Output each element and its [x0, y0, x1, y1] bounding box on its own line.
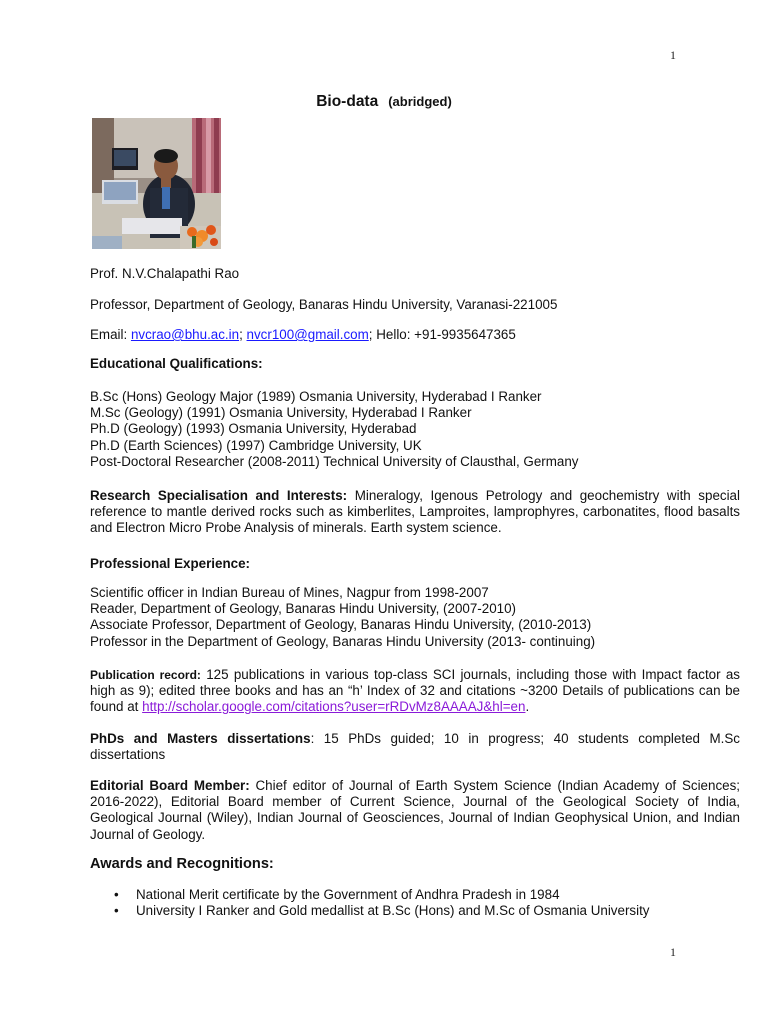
award-item: • University I Ranker and Gold medallist at B.Sc (Hons) and M.Sc of Osmania University	[90, 903, 740, 919]
research-text: Mineralogy, Igenous Petrology and geochemistry with special reference to mantle derived rocks such as kimberlites, Lamproites, lamprophyres, carbonatites, flood basalts and Electron Micro Probe Analysis of minerals. Earth system science.	[90, 488, 740, 536]
experience-heading: Professional Experience:	[90, 556, 251, 571]
email-label: Email:	[90, 327, 131, 342]
email-separator: ;	[239, 327, 247, 342]
profile-photo	[92, 118, 221, 249]
email-link-1[interactable]: nvcrao@bhu.ac.in	[130, 327, 240, 342]
phds-paragraph	[90, 731, 740, 763]
title-suffix: (abridged)	[388, 94, 452, 109]
experience-item: Associate Professor, Department of Geology, Banaras Hindu University, (2010-2013)	[90, 617, 592, 633]
document-title	[0, 94, 768, 110]
scholar-link[interactable]: http://scholar.google.com/citations?user=rRDvMz8AAAAJ&hl=en	[142, 699, 526, 715]
publication-end: .	[525, 699, 530, 715]
education-list	[90, 389, 740, 470]
editorial-text: Chief editor of Journal of Earth System Science (Indian Academy of Sciences; 2016-2022), Editorial Board member of Current Science, Journal of the Geological Society of India, Geological Journal (Wiley), Indian Journal of Geosciences, Journal of Indian Geophysical Union, and Indian Journal of Geology.	[90, 778, 741, 842]
experience-item: Professor in the Department of Geology, Banaras Hindu University (2013- continuing)	[90, 633, 596, 649]
education-item: M.Sc (Geology) (1991) Osmania University, Hyderabad I Ranker	[90, 405, 472, 421]
contact-line	[90, 327, 740, 343]
title-main: Bio-data	[316, 93, 379, 110]
research-paragraph	[90, 488, 740, 537]
editorial-label: Editorial Board Member:	[90, 778, 250, 793]
award-item: • National Merit certificate by the Government of Andhra Pradesh in 1984	[90, 887, 740, 903]
experience-list	[90, 585, 740, 650]
education-heading: Educational Qualifications:	[90, 356, 263, 371]
publication-label: Publication record:	[90, 668, 201, 682]
education-item: Ph.D (Earth Sciences) (1997) Cambridge University, UK	[90, 437, 422, 453]
research-heading: Research Specialisation and Interests:	[90, 488, 348, 503]
education-item: Post-Doctoral Researcher (2008-2011) Technical University of Clausthal, Germany	[90, 453, 579, 469]
experience-item: Scientific officer in Indian Bureau of Mines, Nagpur from 1998-2007	[90, 585, 489, 600]
page-number-bottom: 1	[670, 945, 676, 959]
editorial-paragraph	[90, 778, 740, 843]
page-number-top: 1	[670, 48, 676, 62]
education-item: Ph.D (Geology) (1993) Osmania University, Hyderabad	[90, 421, 417, 437]
phds-text: : 15 PhDs guided; 10 in progress; 40 students completed M.Sc dissertations	[90, 731, 740, 763]
person-name: Prof. N.V.Chalapathi Rao	[90, 266, 240, 281]
awards-heading: Awards and Recognitions:	[90, 856, 274, 872]
education-item: B.Sc (Hons) Geology Major (1989) Osmania University, Hyderabad I Ranker	[90, 389, 542, 404]
phone-text: ; Hello: +91-9935647365	[368, 327, 516, 342]
experience-item: Reader, Department of Geology, Banaras Hindu University, (2007-2010)	[90, 601, 516, 617]
awards-list	[90, 887, 740, 919]
publication-text: 125 publications in various top-class SCI journals, including those with Impact factor as high as 9); edited three books and has an “h’ Index of 32 and citations ~3200 Details of publications can be found at	[90, 667, 740, 715]
phds-label: PhDs and Masters dissertations	[90, 731, 311, 746]
publication-paragraph	[90, 667, 740, 716]
person-position: Professor, Department of Geology, Banaras Hindu University, Varanasi-221005	[90, 297, 558, 312]
email-link-2[interactable]: nvcr100@gmail.com	[246, 327, 369, 342]
